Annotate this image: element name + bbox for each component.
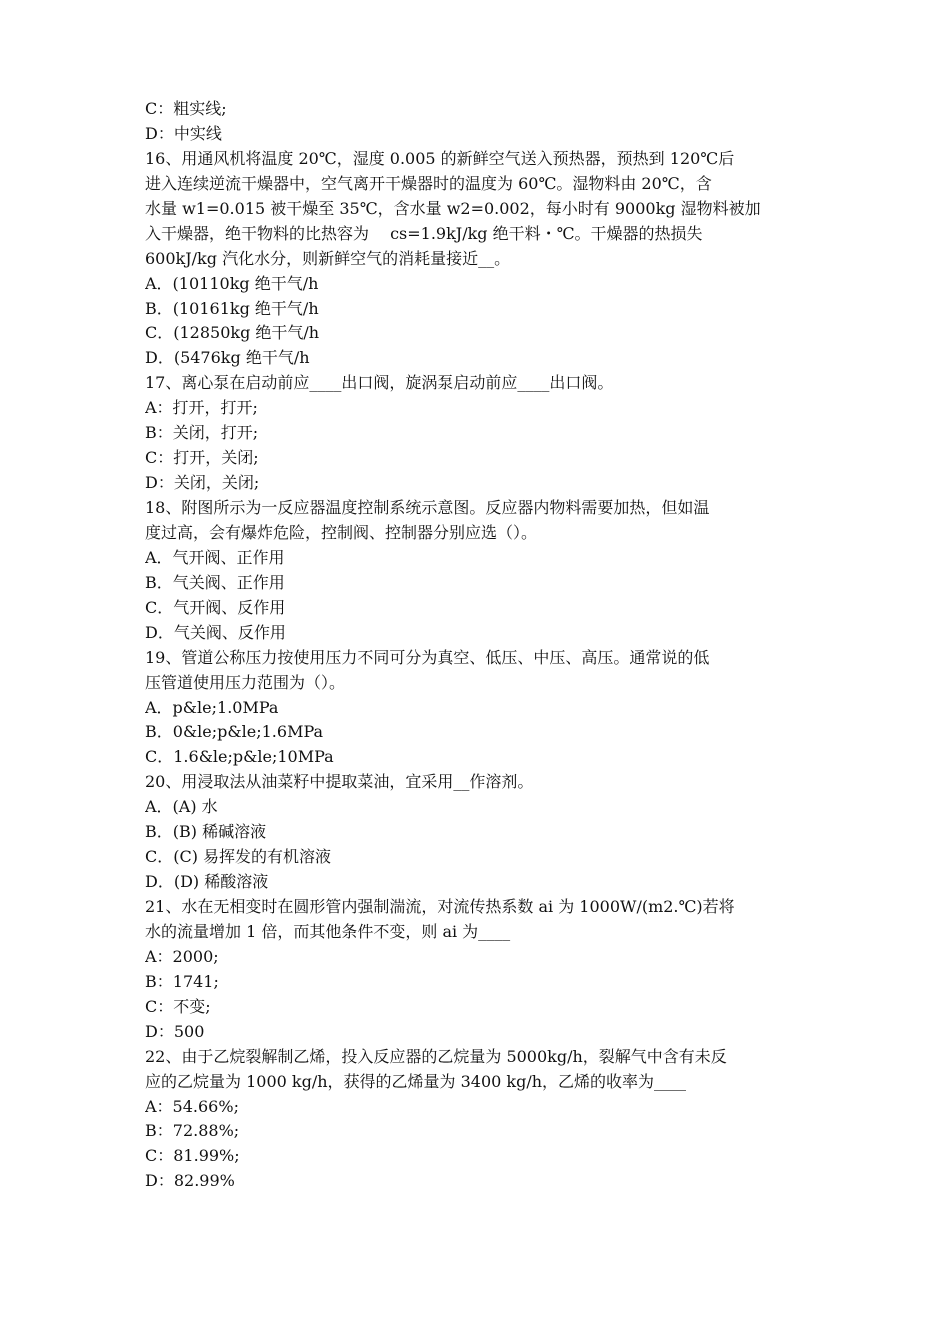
text-line: A．p&le;1.0MPa (145, 697, 279, 717)
text-line: A．气开阀、正作用 (145, 547, 285, 567)
text-line: 600kJ/kg 汽化水分，则新鲜空气的消耗量接近__。 (145, 248, 511, 268)
text-line: 水量 w1=0.015 被干燥至 35℃，含水量 w2=0.002，每小时有 9000kg 湿物料被加 (145, 198, 761, 218)
text-line: 入干燥器，绝干物料的比热容为 cs=1.9kJ/kg 绝干料・℃。干燥器的热损失 (145, 223, 703, 243)
text-line: 应的乙烷量为 1000 kg/h，获得的乙烯量为 3400 kg/h，乙烯的收率为____ (145, 1071, 687, 1091)
text-line: 21、水在无相变时在圆形管内强制湍流，对流传热系数 ai 为 1000W/(m2.℃)若将 (145, 897, 735, 916)
text-line: 18、附图所示为一反应器温度控制系统示意图。反应器内物料需要加热，但如温 (145, 498, 710, 517)
text-line: B．气关阀、正作用 (145, 572, 285, 592)
text-line: A：2000; (145, 946, 219, 966)
text-line: B．(B) 稀碱溶液 (145, 822, 267, 842)
text-line: D：82.99% (145, 1171, 235, 1191)
text-line: D：500 (145, 1021, 205, 1041)
text-line: B：1741; (145, 971, 219, 991)
text-line: C：粗实线; (145, 99, 227, 118)
text-line: C：打开，关闭; (145, 448, 259, 468)
text-line: C．(12850kg 绝干气/h (145, 323, 320, 343)
text-line: 17、离心泵在启动前应____出口阀，旋涡泵启动前应____出口阀。 (145, 373, 614, 393)
text-line: C．气开阀、反作用 (145, 597, 286, 617)
text-line: B．0&le;p&le;1.6MPa (145, 722, 324, 742)
text-line: C．1.6&le;p&le;10MPa (145, 747, 334, 767)
text-line: B．(10161kg 绝干气/h (145, 298, 319, 318)
text-line: 22、由于乙烷裂解制乙烯，投入反应器的乙烷量为 5000kg/h，裂解气中含有未反 (145, 1046, 727, 1066)
text-line: C．(C) 易挥发的有机溶液 (145, 847, 332, 867)
text-line: D．气关阀、反作用 (145, 622, 286, 642)
text-line: 水的流量增加 1 倍，而其他条件不变，则 ai 为____ (145, 921, 511, 941)
text-line: 20、用浸取法从油菜籽中提取菜油，宜采用__作溶剂。 (145, 772, 534, 792)
text-line: B：72.88%; (145, 1121, 240, 1141)
text-line: D．(D) 稀酸溶液 (145, 872, 269, 892)
text-line: A：打开，打开; (145, 398, 258, 418)
text-line: A：54.66%; (145, 1096, 239, 1116)
text-line: 16、用通风机将温度 20℃，湿度 0.005 的新鲜空气送入预热器，预热到 120℃后 (145, 148, 735, 168)
text-line: 压管道使用压力范围为（）。 (145, 672, 346, 692)
text-line: D：关闭，关闭; (145, 473, 260, 493)
text-line: D．(5476kg 绝干气/h (145, 348, 310, 368)
text-line: A．(10110kg 绝干气/h (145, 273, 319, 293)
document-body (145, 97, 825, 1194)
text-line: A．(A) 水 (145, 797, 218, 817)
text-line: 进入连续逆流干燥器中，空气离开干燥器时的温度为 60℃。湿物料由 20℃，含 (145, 173, 712, 193)
text-line: B：关闭，打开; (145, 423, 259, 443)
text-line: C：81.99%; (145, 1146, 240, 1166)
text-line: 19、管道公称压力按使用压力不同可分为真空、低压、中压、高压。通常说的低 (145, 647, 710, 667)
text-line: D：中实线 (145, 123, 222, 143)
text-line: 度过高，会有爆炸危险，控制阀、控制器分别应选（）。 (145, 522, 538, 542)
text-line: C：不变; (145, 996, 211, 1016)
